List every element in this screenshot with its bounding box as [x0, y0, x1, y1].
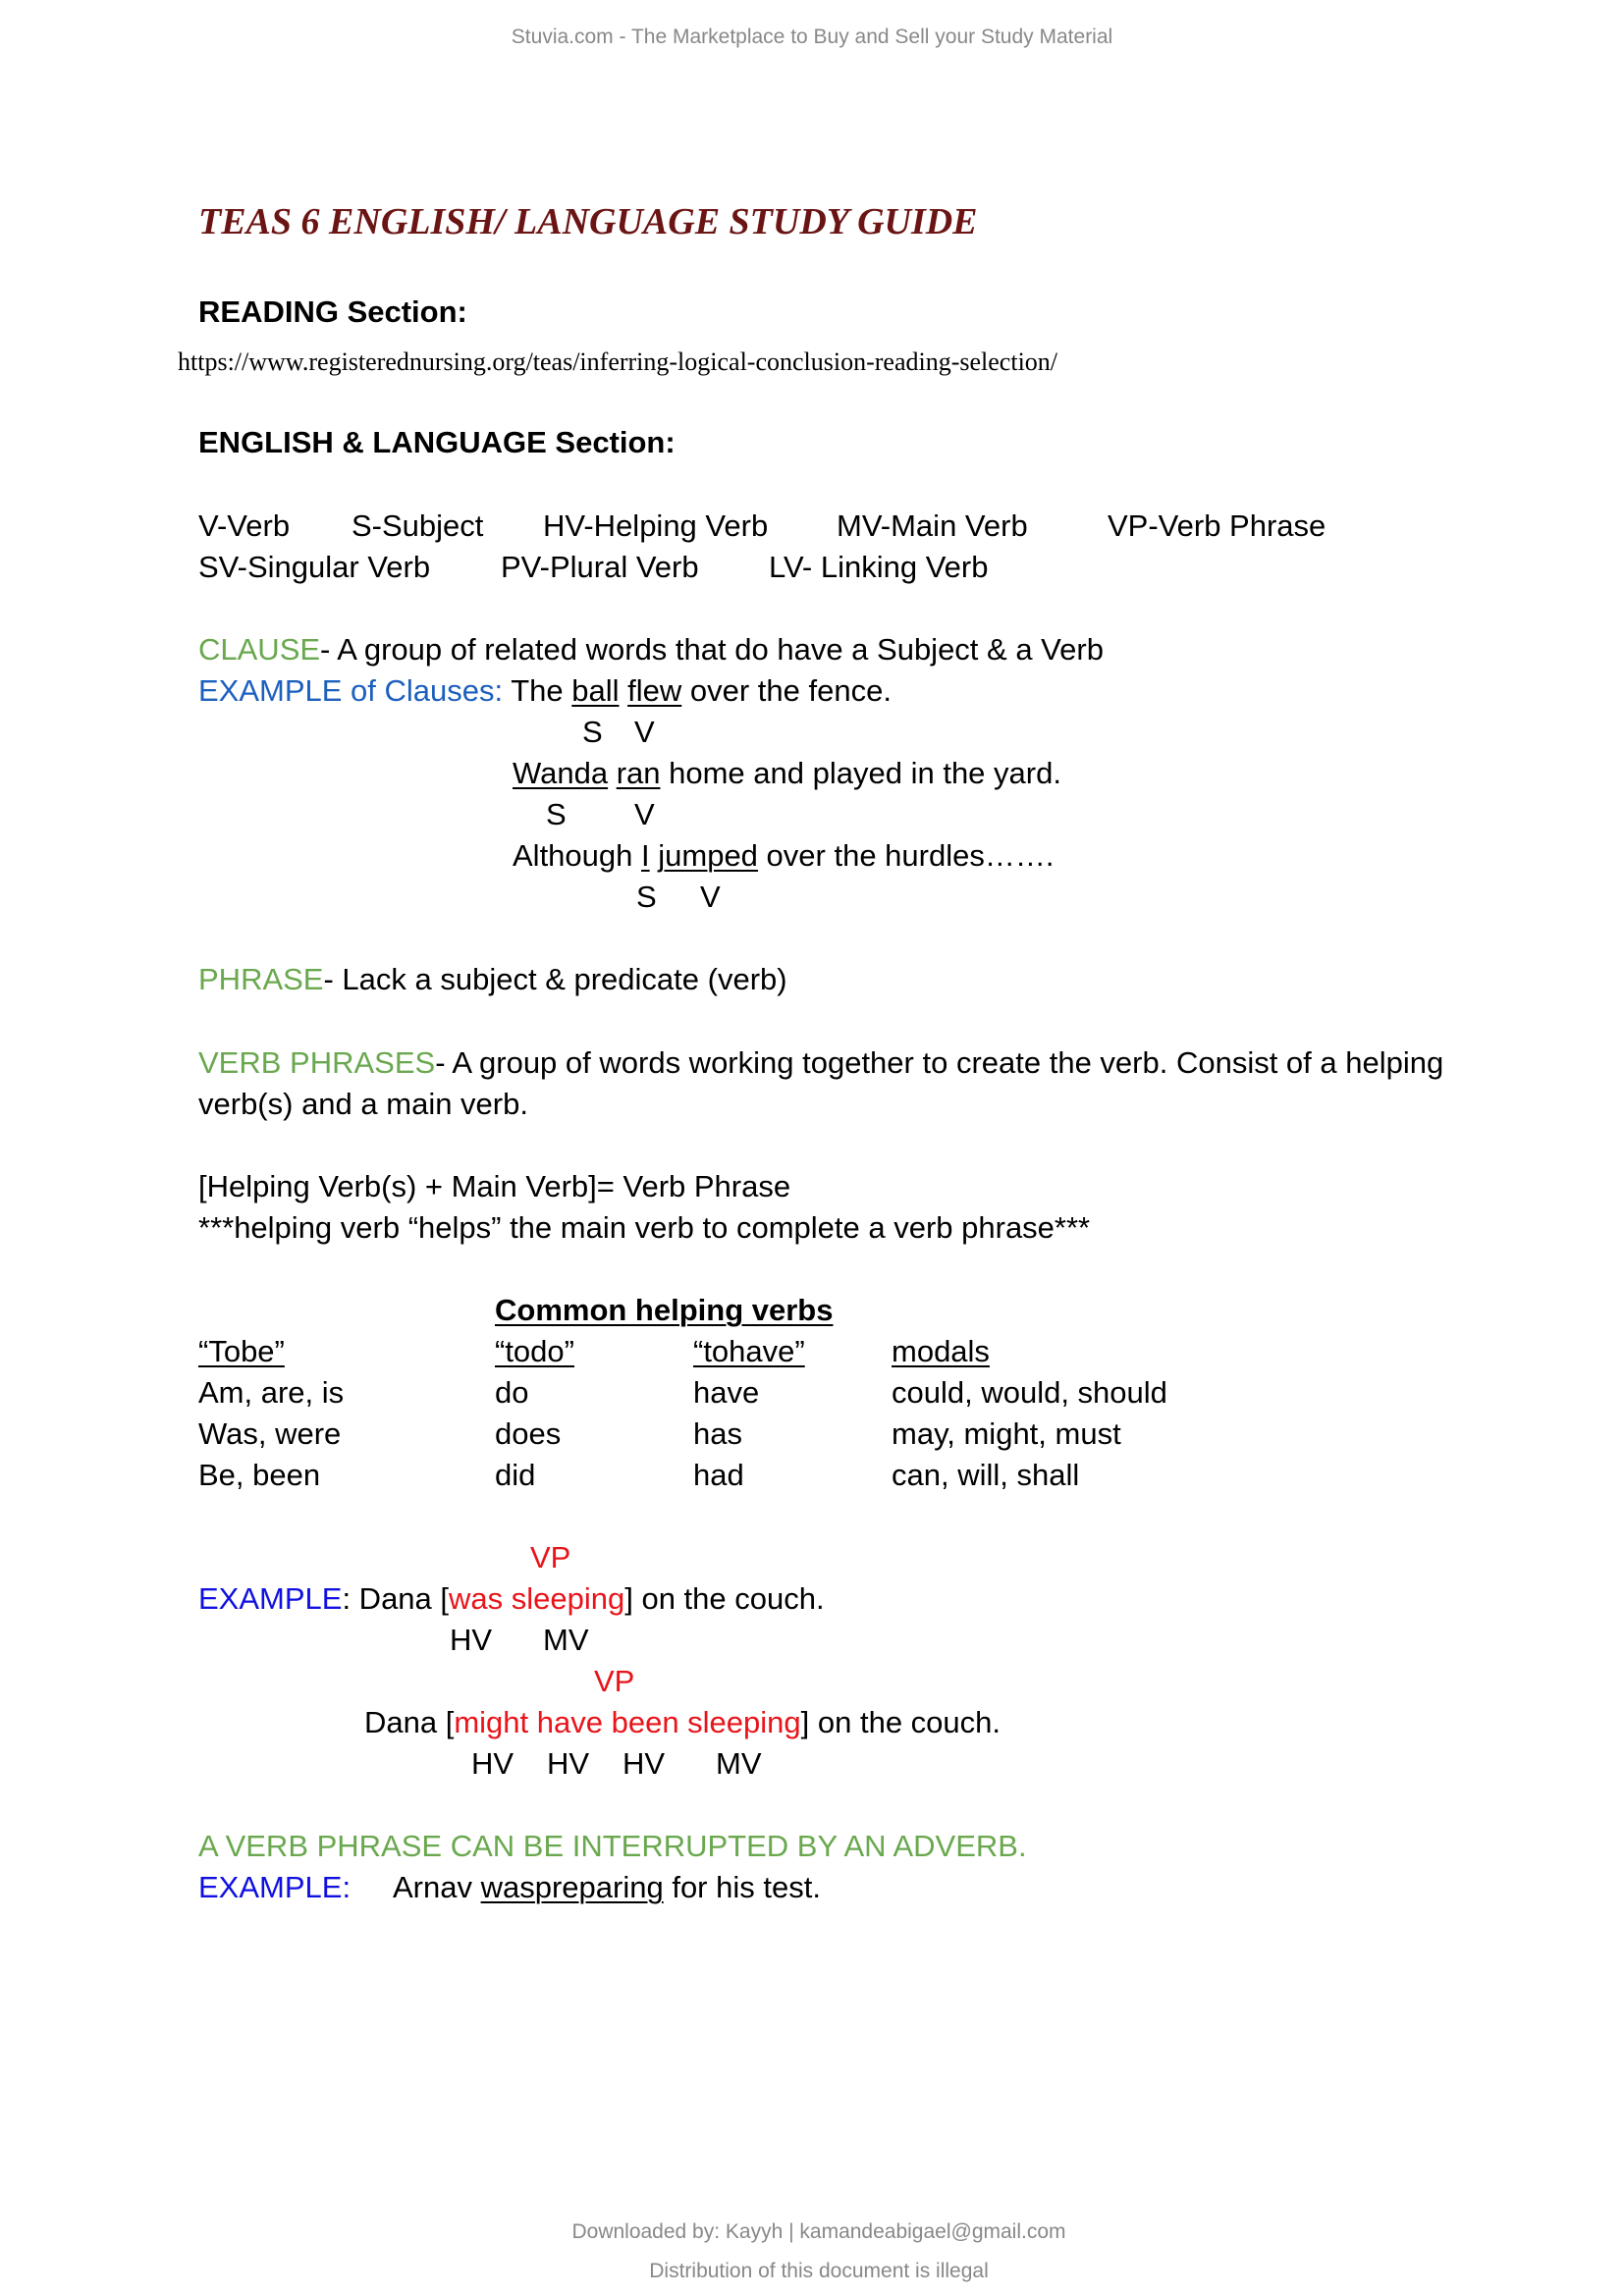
helping-verbs-heading: Common helping verbs	[495, 1293, 834, 1327]
abbrev-main-verb: MV-Main Verb	[837, 508, 1028, 543]
clause-ex3-s-mark: S	[636, 880, 657, 914]
clause-example-1	[198, 675, 892, 706]
adverb-example	[393, 1872, 821, 1902]
clause-ex1-subject: ball	[571, 673, 620, 708]
clause-definition-text: - A group of related words that do have a Subject & a Verb	[320, 632, 1104, 667]
clause-ex2-mid	[608, 756, 617, 790]
verb-phrases-definition	[198, 1047, 1443, 1078]
clause-ex3-subject: I	[641, 838, 650, 873]
clause-ex3-post: over the hurdles…….	[757, 838, 1055, 873]
clause-definition	[198, 634, 1104, 665]
vp-example-1	[198, 1583, 825, 1614]
adverb-ex-underlined: waspreparing	[480, 1870, 664, 1904]
clause-ex2-post: home and played in the yard.	[660, 756, 1061, 790]
table-header-tohave: “tohave”	[693, 1334, 805, 1368]
vp-ex1-pre: : Dana [	[342, 1581, 450, 1616]
verb-phrases-definition-text: - A group of words working together to create the verb. Consist of a helping	[435, 1045, 1444, 1080]
adverb-heading: A VERB PHRASE CAN BE INTERRUPTED BY AN ADVERB.	[198, 1829, 1027, 1863]
vp-ex2-post: ] on the couch.	[800, 1705, 1001, 1739]
table-cell: has	[693, 1416, 742, 1451]
table-cell: have	[693, 1375, 760, 1410]
vp-example-2	[364, 1707, 1001, 1737]
clause-ex1-mid	[620, 673, 628, 708]
clause-ex1-post: over the fence.	[681, 673, 892, 708]
clause-ex3-v-mark: V	[700, 880, 721, 914]
abbrev-linking-verb: LV- Linking Verb	[769, 550, 989, 584]
footer-downloaded: Downloaded by: Kayyh | kamandeabigael@gmail.com	[571, 2220, 1066, 2243]
clause-ex2-v-mark: V	[634, 797, 655, 831]
clause-ex1-v-mark: V	[634, 715, 655, 749]
clause-ex2-verb: ran	[616, 756, 661, 790]
reading-heading: READING Section:	[198, 294, 467, 329]
clause-ex1-s-mark: S	[582, 715, 603, 749]
clause-ex1-verb: flew	[627, 673, 682, 708]
english-heading: ENGLISH & LANGUAGE Section:	[198, 425, 676, 459]
table-cell: did	[495, 1458, 536, 1492]
table-header-tobe: “Tobe”	[198, 1334, 285, 1368]
vp-ex2-mark-hv2: HV	[547, 1746, 590, 1781]
abbrev-verb: V-Verb	[198, 508, 291, 543]
clause-example-2	[513, 758, 1061, 788]
vp-ex2-pre: Dana [	[364, 1705, 455, 1739]
table-cell: Be, been	[198, 1458, 321, 1492]
abbrev-subject: S-Subject	[352, 508, 484, 543]
table-cell: does	[495, 1416, 562, 1451]
clause-term: CLAUSE	[198, 632, 321, 667]
table-cell: could, would, should	[892, 1375, 1167, 1410]
clause-ex3-verb: jumped	[658, 838, 758, 873]
abbrev-singular-verb: SV-Singular Verb	[198, 550, 431, 584]
header-watermark: Stuvia.com - The Marketplace to Buy and Sell your Study Material	[511, 26, 1113, 48]
phrase-term: PHRASE	[198, 962, 324, 996]
vp-ex2-mark-hv1: HV	[471, 1746, 514, 1781]
clause-ex2-s-mark: S	[546, 797, 567, 831]
verb-phrases-term: VERB PHRASES	[198, 1045, 436, 1080]
clause-ex3-mid	[650, 838, 659, 873]
verb-phrase-formula: [Helping Verb(s) + Main Verb]= Verb Phrase	[198, 1169, 791, 1203]
table-cell: can, will, shall	[892, 1458, 1080, 1492]
clause-example-3	[513, 840, 1054, 871]
vp-example-1-label: EXAMPLE	[198, 1581, 343, 1616]
clause-ex3-pre: Although	[513, 838, 641, 873]
vp-label-2: VP	[594, 1664, 635, 1698]
table-cell: may, might, must	[892, 1416, 1121, 1451]
vp-ex1-mark-hv: HV	[450, 1623, 493, 1657]
vp-ex1-post: ] on the couch.	[624, 1581, 825, 1616]
adverb-example-label: EXAMPLE:	[198, 1870, 352, 1904]
vp-ex2-mark-hv3: HV	[623, 1746, 666, 1781]
clause-ex1-pre: The	[503, 673, 572, 708]
abbrev-helping-verb: HV-Helping Verb	[543, 508, 769, 543]
footer-distribution: Distribution of this document is illegal	[649, 2260, 989, 2282]
table-cell: Was, were	[198, 1416, 342, 1451]
table-header-todo: “todo”	[495, 1334, 574, 1368]
clause-ex2-subject: Wanda	[513, 756, 609, 790]
vp-label-1: VP	[530, 1540, 571, 1575]
adverb-ex-pre: Arnav	[393, 1870, 481, 1904]
phrase-definition-text: - Lack a subject & predicate (verb)	[323, 962, 787, 996]
vp-ex2-mark-mv: MV	[716, 1746, 762, 1781]
clause-example-label: EXAMPLE of Clauses:	[198, 673, 504, 708]
phrase-definition	[198, 964, 787, 994]
reading-url[interactable]: https://www.registerednursing.org/teas/inferring-logical-conclusion-reading-selection/	[178, 347, 1058, 376]
abbrev-verb-phrase: VP-Verb Phrase	[1108, 508, 1326, 543]
vp-ex2-phrase: might have been sleeping	[454, 1705, 801, 1739]
table-cell: Am, are, is	[198, 1375, 345, 1410]
vp-ex1-mark-mv: MV	[543, 1623, 589, 1657]
page-title: TEAS 6 ENGLISH/ LANGUAGE STUDY GUIDE	[198, 201, 978, 242]
verb-phrase-note: ***helping verb “helps” the main verb to complete a verb phrase***	[198, 1210, 1091, 1245]
abbrev-plural-verb: PV-Plural Verb	[501, 550, 699, 584]
table-header-modals: modals	[892, 1334, 990, 1368]
vp-ex1-phrase: was sleeping	[449, 1581, 625, 1616]
verb-phrases-definition-line2: verb(s) and a main verb.	[198, 1087, 528, 1121]
table-cell: do	[495, 1375, 529, 1410]
adverb-ex-post: for his test.	[663, 1870, 821, 1904]
table-cell: had	[693, 1458, 744, 1492]
